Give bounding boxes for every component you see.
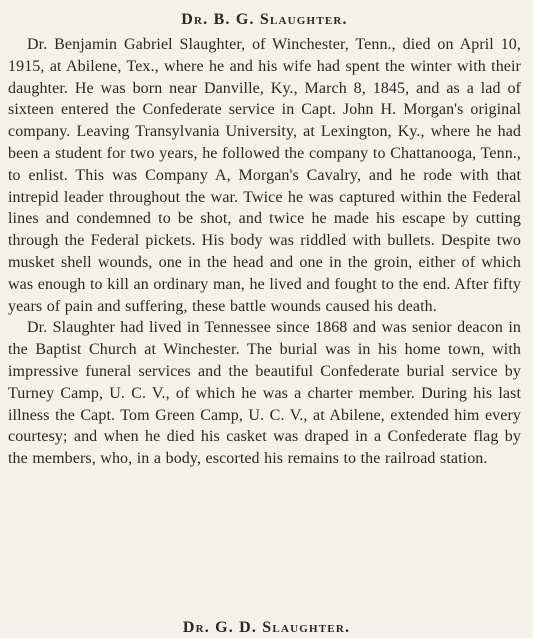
next-article-heading: Dr. G. D. Slaughter. [182,619,351,636]
article-body [8,34,521,470]
article-heading: Dr. B. G. Slaughter. [181,11,348,28]
article-paragraph-1: Dr. Benjamin Gabriel Slaughter, of Winchester, Tenn., died on April 10, 1915, at Abilene, Tex., where he and his wife had spent the winter with their daughter. He was born near Danville, Ky., March 8, 1845, and as a lad of sixteen entered the Confederate service in Capt. John H. Morgan's original company. Leaving Transylvania University, at Lexington, Ky., where he had been a student for two years, he followed the company to Chattanooga, Tenn., to enlist. This was Company A, Morgan's Cavalry, and he rode with that intrepid leader throughout the war. Twice he was captured within the Federal lines and condemned to be shot, and twice he made his escape by cutting through the Federal pickets. His body was riddled with bullets. Despite two musket shell wounds, one in the head and one in the groin, either of which was enough to kill an ordinary man, he lived and fought to the end. After fifty years of pain and suffering, these battle wounds caused his death. [8,36,521,315]
article-paragraph-2: Dr. Slaughter had lived in Tennessee since 1868 and was senior deacon in the Baptist Church at Winchester. The burial was in his home town, with impressive funeral services and the beautiful Confederate burial service by Turney Camp, U. C. V., of which he was a charter member. During his last illness the Capt. Tom Green Camp, U. C. V., at Abilene, extended him every courtesy; and when he died his casket was draped in a Confederate flag by the members, who, in a body, escorted his remains to the railroad station. [8,319,521,468]
